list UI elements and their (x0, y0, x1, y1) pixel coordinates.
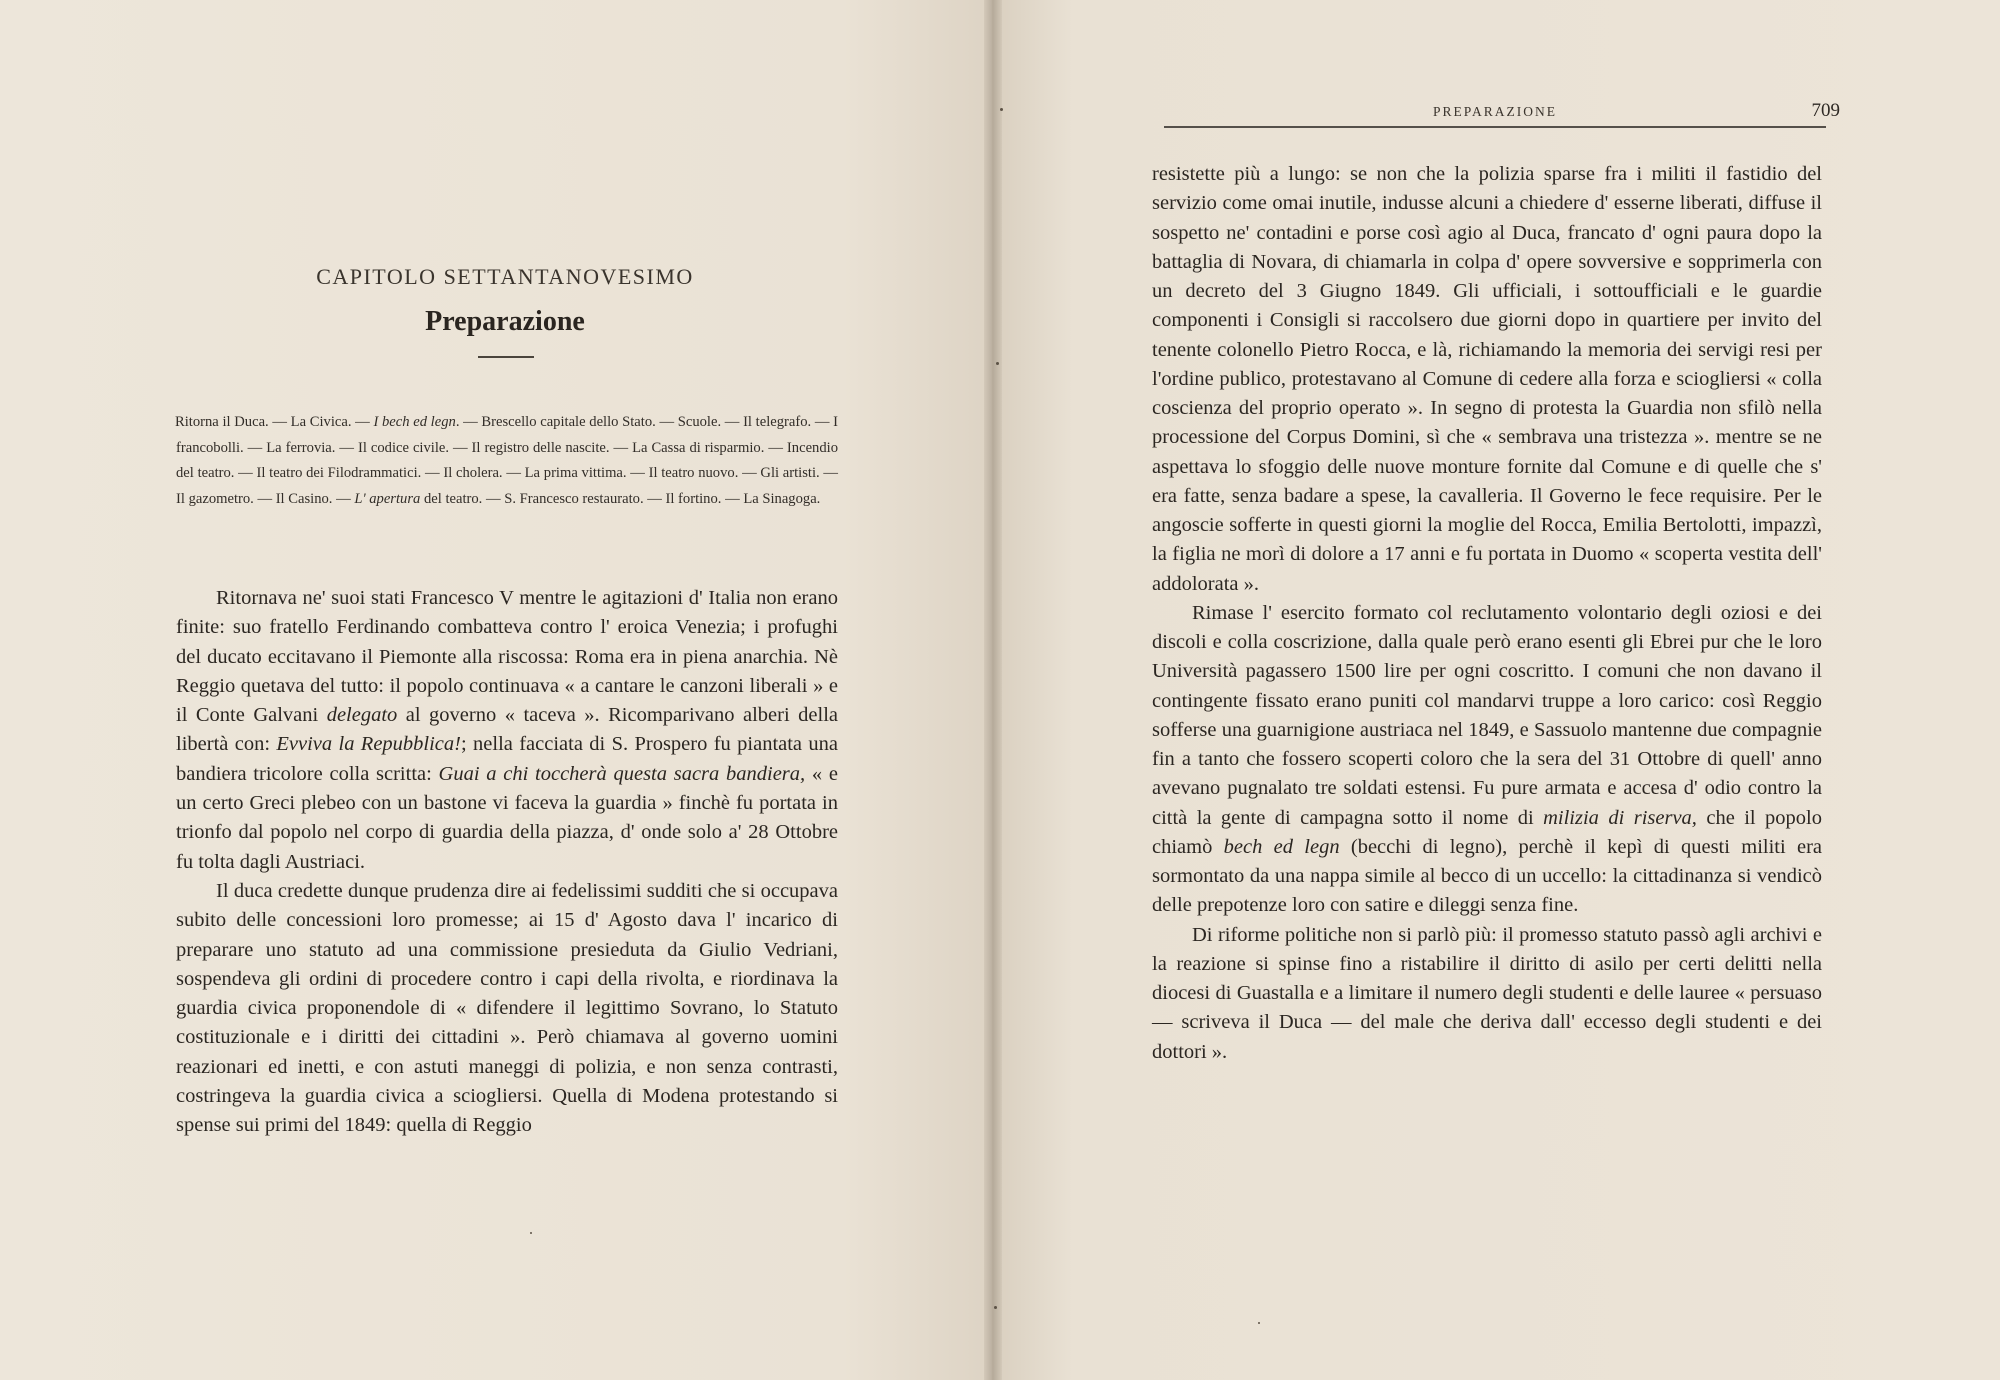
left-page (0, 0, 992, 1380)
chapter-summary (176, 410, 838, 512)
summary-part-3: del teatro. — S. Francesco restaurato. — Il fortino. — La Sinagoga. (420, 490, 821, 507)
left-paragraph-1 (176, 584, 838, 877)
chapter-label: CAPITOLO SETTANTANOVESIMO (316, 264, 694, 289)
paper-speck (994, 1306, 997, 1309)
summary-part-2: . — Brescello capitale dello Stato. — Scuole. — Il telegrafo. — I francobolli. — La ferrovia. — Il codice civile. — Il registro delle nascite. — La Cassa di risparmio. — Incendio del teatro. — Il teatro dei Filodrammatici. — Il cholera. — La prima vittima. — Il teatro nuovo. — Gli artisti. — Il gazometro. — Il Casino. — (176, 414, 838, 507)
right-paragraph-3: Di riforme politiche non si parlò più: il promesso statuto passò agli archivi e la reazione si spinse fino a ristabilire il diritto di asilo per certi delitti nella diocesi di Guastalla e a limitare il numero degli studenti e delle lauree « persuaso — scriveva il Duca — del male che deriva dall' eccesso degli studenti e dei dottori ». (1152, 923, 1822, 1063)
right-paragraph-1: resistette più a lungo: se non che la polizia sparse fra i militi il fastidio del servizio come omai inutile, indusse alcuni a chiedere d' esserne liberati, diffuse il sospetto ne' contadini e porse così agio al Duca, francato d' ogni paura dopo la battaglia di Novara, di chiamarla in colpa d' opere sovversive e sopprimerla con un decreto del 3 Giugno 1849. Gli ufficiali, i sottoufficiali e le guardie componenti i Consigli si raccolsero due giorni dopo in quartiere per invito del tenente colonello Pietro Rocca, e là, richiamando la memoria dei servigi resi per l'ordine publico, protestavano al Comune di cedere alla forza e sciogliersi « colla coscienza del proprio operato ». In segno di protesta la Guardia non sfilò nella processione del Corpus Domini, sì che « sembrava una tristezza ». mentre se ne aspettava lo sfoggio delle nuove monture fornite dal Comune e di quelle che s' era fatte, senza badare a spese, la cavalleria. Il Governo le fece requisire. Per le angoscie sofferte in questi giorni la moglie del Rocca, Emilia Bertolotti, impazzì, la figlia ne morì di dolore a 17 anni e fu portata in Duomo « scoperta vestita dell' addolorata ». (1152, 163, 1822, 595)
rp2-italic-2: bech ed legn (1223, 835, 1340, 858)
book-gutter (984, 0, 1002, 1380)
lp1-d: « e un certo Greci plebeo con un bastone vi faceva la guardia » finchè fu portata in trionfo dal popolo nel corpo di guardia della piazza, d' onde solo a' 28 Ottobre fu tolta dagli Austriaci. (176, 762, 838, 873)
running-head-rule (1164, 126, 1826, 128)
left-paragraph-2: Il duca credette dunque prudenza dire ai fedelissimi sudditi che si occupava subito delle concessioni loro promesse; ai 15 d' Agosto dava l' incarico di preparare uno statuto ad una commissione presieduta da Giulio Vedriani, sospendeva gli ordini di procedere contro i capi della rivolta, e riordinava la guardia civica proponendole di « difendere il legittimo Sovrano, lo Statuto costituzionale e i diritti dei cittadini ». Però chiamava al governo uomini reazionari ed inetti, e con astuti maneggi di polizia, e non senza contrasti, costringeva la guardia civica a sciogliersi. Quella di Modena protestando si spense sui primi del 1849: quella di Reggio (176, 879, 838, 1137)
rp2-c: (becchi di legno), perchè il kepì di questi militi era sormontato da una nappa simile al becco di un uccello: la cittadinanza si vendicò delle prepotenze loro con satire e dileggi senza fine. (1152, 835, 1822, 917)
paper-speck (1000, 108, 1003, 111)
rp2-italic-1: milizia di riserva, (1543, 806, 1697, 829)
lp1-b: al governo « taceva ». Ricomparivano alberi della libertà con: (176, 704, 838, 756)
running-head-title: PREPARAZIONE (1432, 104, 1558, 119)
paper-speck (530, 1232, 532, 1234)
lp1-italic-3: Guai a chi toccherà questa sacra bandiera, (438, 762, 806, 785)
lp1-italic-2: Evviva la Repubblica! (276, 733, 461, 756)
lp1-a: Ritornava ne' suoi stati Francesco V mentre le agitazioni d' Italia non erano finite: suo fratello Ferdinando combatteva contro l' eroica Venezia; i profughi del ducato eccitavano il Piemonte alla riscossa: Roma era in piena anarchia. Nè Reggio quetava del tutto: il popolo continuava « a cantare le canzoni liberali » e il Conte Galvani (176, 587, 838, 727)
left-body-text (176, 584, 838, 1141)
paper-speck (996, 362, 999, 365)
running-head (1164, 100, 1840, 128)
summary-italic-2: L' apertura (354, 490, 421, 507)
right-paragraph-2 (1152, 599, 1822, 921)
right-body-text (1152, 160, 1822, 1067)
rp2-b: che il popolo chiamò (1152, 806, 1823, 858)
page-number: 709 (1811, 100, 1840, 121)
rp2-a: Rimase l' esercito formato col reclutamento volontario degli oziosi e dei discoli e colla coscrizione, dalla quale però erano esenti gli Ebrei pur che le loro Università pagassero 1500 lire per ogni coscritto. I comuni che non davano il contingente fissato erano puniti col mandarvi truppe a loro carico: così Reggio sofferse una guarnigione austriaca nel 1849, e Sassuolo mantenne due compagnie fin a tanto che fossero scoperti coloro che la sera del 31 Ottobre di quell' anno avevano pugnalato tre soldati estensi. Fu pure armata e accesa d' odio contro la città la gente di campagna sotto il nome di (1152, 601, 1822, 829)
summary-italic-1: I bech ed legn (373, 414, 456, 430)
paper-speck (1258, 1322, 1260, 1324)
chapter-title: Preparazione (425, 306, 585, 337)
title-rule (478, 356, 534, 358)
lp1-italic-1: delegato (326, 704, 398, 727)
summary-text (176, 410, 838, 512)
summary-part-1: Ritorna il Duca. — La Civica. — (175, 414, 374, 430)
lp1-c: ; nella facciata di S. Prospero fu piantata una bandiera tricolore colla scritta: (176, 733, 838, 785)
